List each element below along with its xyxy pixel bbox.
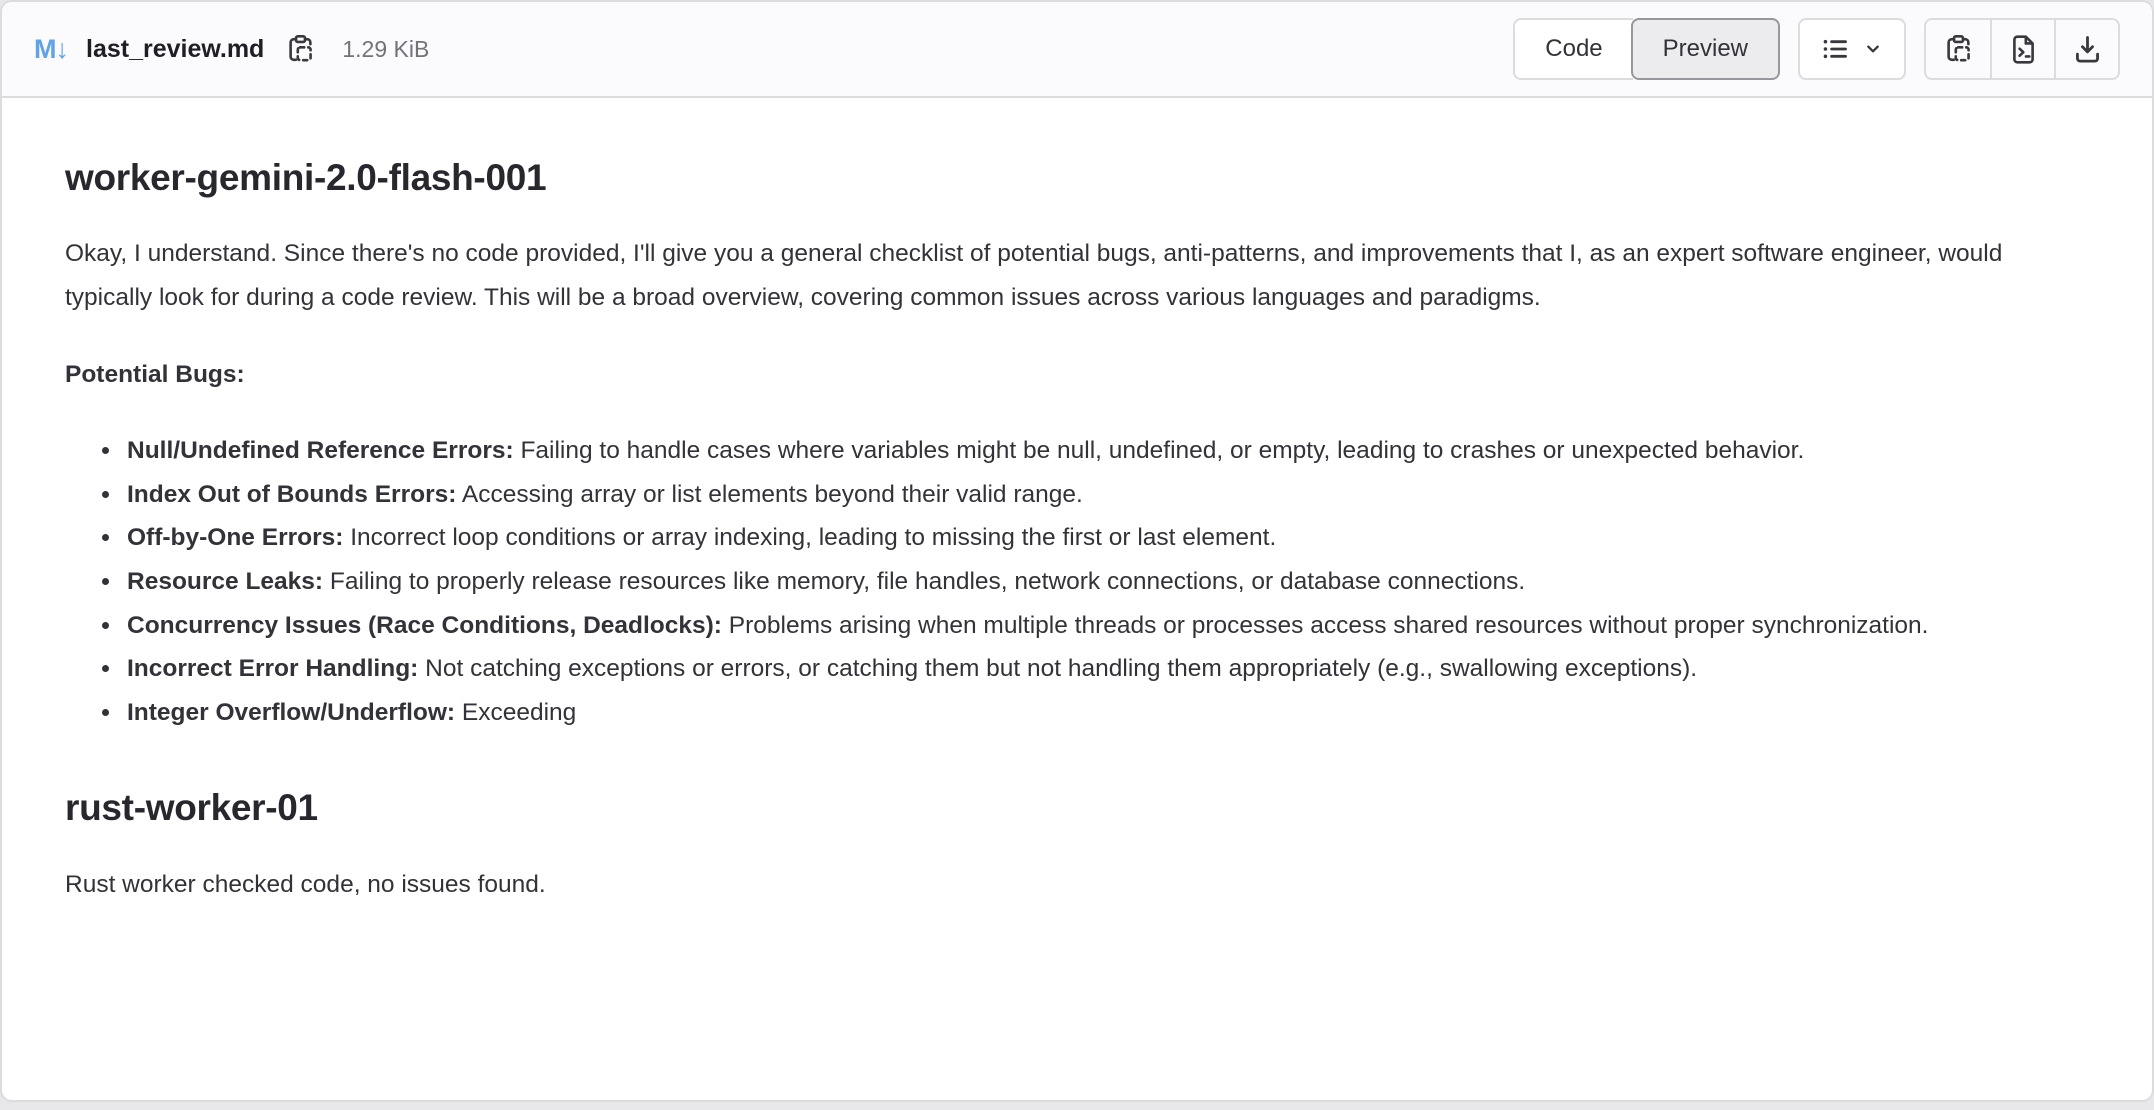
bug-label: Null/Undefined Reference Errors:: [127, 437, 514, 465]
file-action-buttons: [1924, 18, 2120, 80]
bug-text: Incorrect loop conditions or array indexing, leading to missing the first or last element.: [343, 524, 1277, 552]
list-item: [123, 429, 2031, 473]
bug-label: Integer Overflow/Underflow:: [127, 698, 456, 726]
list-item: [123, 516, 2031, 560]
list-item: [123, 560, 2031, 604]
bug-text: Accessing array or list elements beyond their valid range.: [456, 480, 1083, 508]
bulleted-list-icon: [1820, 34, 1850, 64]
list-item: [123, 604, 2031, 648]
copy-contents-button[interactable]: [1926, 20, 1990, 78]
bug-label: Resource Leaks:: [127, 568, 324, 596]
bug-label: Off-by-One Errors:: [127, 524, 344, 552]
bug-text: Failing to handle cases where variables might be null, undefined, or empty, leading to crashes or unexpected behavior.: [513, 437, 1805, 465]
rust-worker-paragraph: Rust worker checked code, no issues found.: [65, 870, 546, 898]
file-code-icon: [2008, 34, 2039, 65]
bug-label: Index Out of Bounds Errors:: [127, 480, 457, 508]
file-name: last_review.md: [86, 34, 265, 63]
bugs-list: [65, 429, 2031, 734]
open-raw-button[interactable]: [1990, 20, 2054, 78]
code-preview-toggle: [1513, 18, 1780, 80]
file-header: [2, 2, 2152, 98]
intro-paragraph: Okay, I understand. Since there's no code provided, I'll give you a general checklist of potential bugs, anti-patterns, and improvements that I, as an expert software engineer, would typically look for during a code review. This will be a broad overview, covering common issues across various languages and paradigms.: [65, 240, 2003, 311]
markdown-file-icon: M↓: [34, 33, 68, 64]
section-heading-rust-worker: rust-worker-01: [65, 787, 318, 829]
bug-label: Concurrency Issues (Race Conditions, Deadlocks):: [127, 611, 722, 639]
markdown-preview: [2, 98, 2094, 906]
section-heading-worker-gemini: worker-gemini-2.0-flash-001: [65, 157, 547, 198]
download-icon: [2072, 34, 2103, 65]
bug-text: Failing to properly release resources like memory, file handles, network connections, or database connections.: [323, 568, 1526, 596]
code-tab-button[interactable]: Code: [1513, 18, 1632, 80]
bug-text: Exceeding: [455, 698, 577, 726]
bug-label: Incorrect Error Handling:: [127, 655, 419, 683]
bug-text: Not catching exceptions or errors, or catching them but not handling them appropriately (e.g., swallowing exceptions).: [418, 655, 1698, 683]
preview-tab-button[interactable]: Preview: [1631, 18, 1780, 80]
display-options-dropdown[interactable]: [1798, 18, 1906, 80]
file-size: 1.29 KiB: [342, 35, 430, 62]
list-item: [123, 647, 2031, 691]
list-item: [123, 691, 2031, 735]
bug-text: Problems arising when multiple threads or processes access shared resources without proper synchronization.: [721, 611, 1929, 639]
list-heading: Potential Bugs:: [65, 360, 245, 388]
list-item: [123, 473, 2031, 517]
copy-file-path-button[interactable]: [280, 29, 320, 69]
download-button[interactable]: [2054, 20, 2118, 78]
header-actions: [1513, 18, 2120, 80]
chevron-down-icon: [1862, 38, 1884, 60]
copy-clipboard-icon: [285, 34, 316, 65]
copy-clipboard-icon: [1943, 34, 1974, 65]
